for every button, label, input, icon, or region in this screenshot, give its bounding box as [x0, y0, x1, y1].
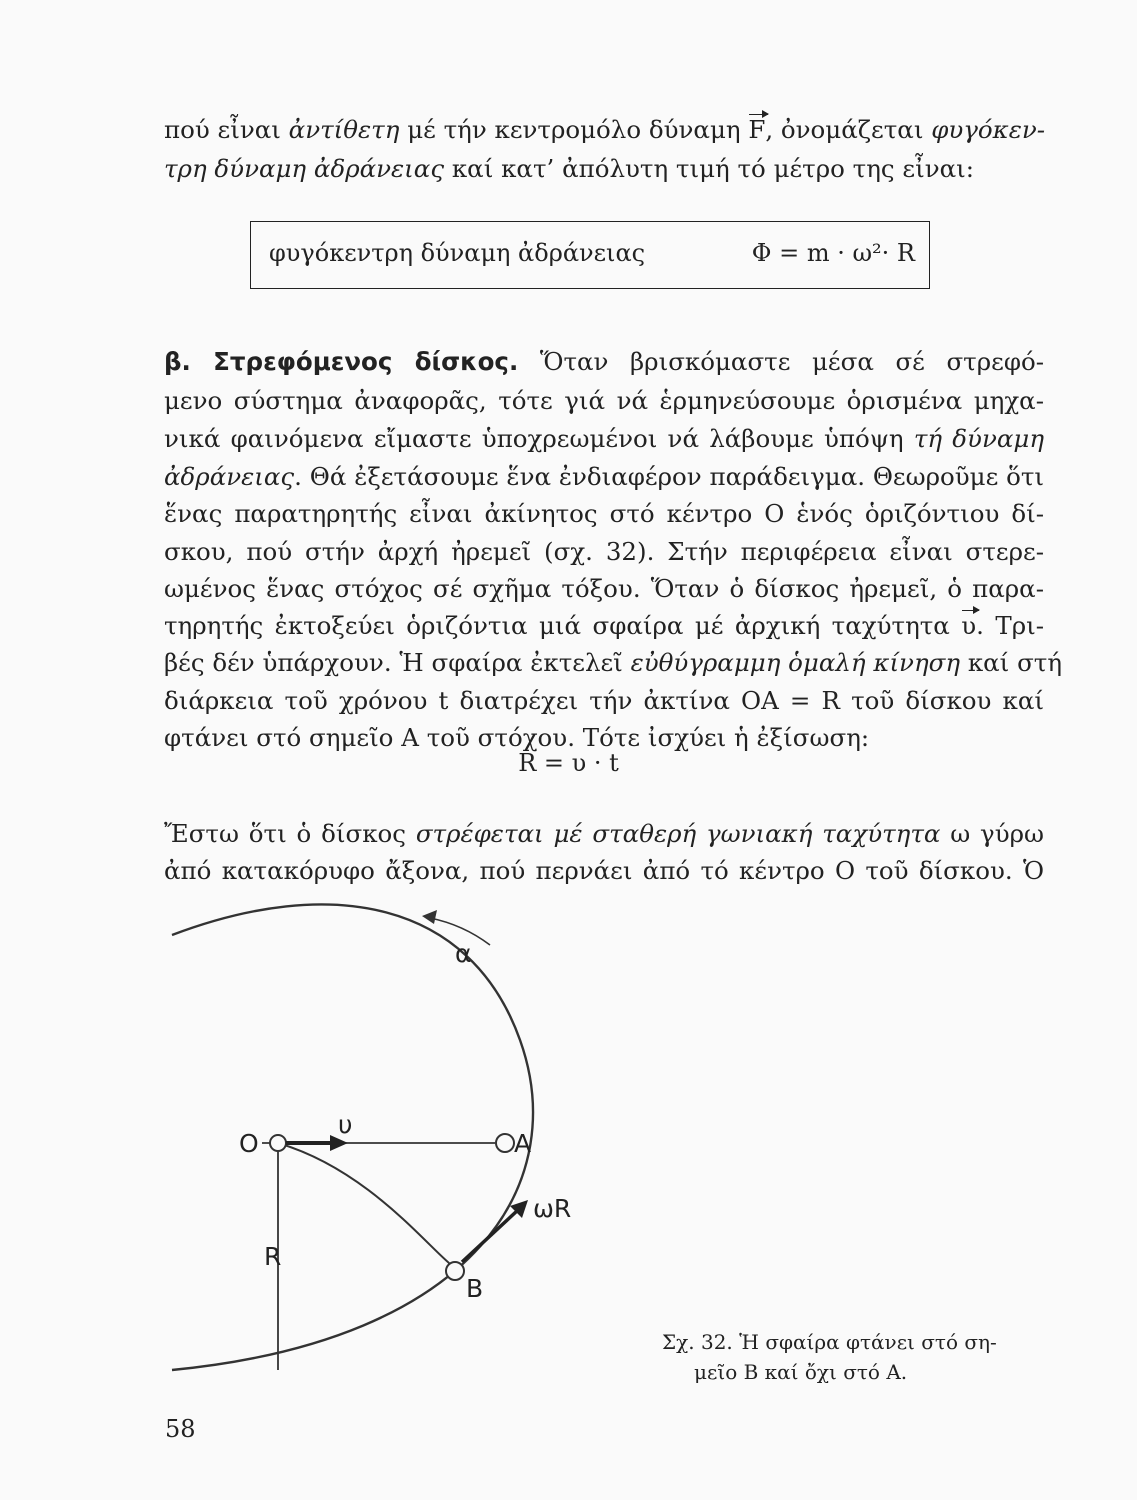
label-b: B: [466, 1274, 484, 1303]
text-line: βές δέν ὑπάρχουν. Ἡ σφαίρα ἐκτελεῖ εὐθύγραμμη ὁμαλή κίνηση καί στή: [164, 648, 1063, 677]
text-line: μενο σύστημα ἀναφορᾶς, τότε γιά νά ἑρμηνεύσουμε ὁρισμένα μηχα-: [164, 386, 1044, 415]
vector-u: υ: [961, 609, 976, 643]
rotation-arrow-head: [422, 910, 437, 924]
point-b-circle: [446, 1262, 464, 1280]
caption-line: μεῖο Β καί ὄχι στό Α.: [694, 1360, 908, 1384]
text-line: διάρκεια τοῦ χρόνου t διατρέχει τήν ἀκτίνα ΟΑ = R τοῦ δίσκου καί: [164, 686, 1044, 715]
equation-r-ut: R = υ · t: [518, 749, 619, 777]
label-a: A: [514, 1129, 532, 1158]
caption-line: Σχ. 32. Ἡ σφαίρα φτάνει στό ση-: [662, 1330, 997, 1354]
label-r: R: [264, 1242, 282, 1271]
figure-caption: [662, 1327, 1052, 1387]
formula-equation: Φ = m · ω²· R: [751, 239, 915, 267]
omega-r-arrow-shaft: [462, 1210, 518, 1262]
label-alpha: α: [455, 939, 472, 968]
page-number: 58: [165, 1415, 196, 1443]
label-omega-r: ωR: [533, 1194, 572, 1223]
text-line: τηρητής ἐκτοξεύει ὁριζόντια μιά σφαίρα μέ ἀρχική ταχύτητα υ. Τρι-: [164, 609, 1044, 643]
text-line: ἀδράνειας. Θά ἐξετάσουμε ἕνα ἐνδιαφέρον παράδειγμα. Θεωροῦμε ὅτι: [164, 462, 1044, 491]
text-line: ἀπό κατακόρυφο ἄξονα, πού περνάει ἀπό τό κέντρο Ο τοῦ δίσκου. Ὁ: [164, 856, 1044, 885]
text-line: ἕνας παρατηρητής εἶναι ἀκίνητος στό κέντρο Ο ἑνός ὁριζόντιου δί-: [164, 499, 1044, 528]
text-line: φτάνει στό σημεῖο Α τοῦ στόχου. Τότε ἰσχύει ἡ ἐξίσωση:: [164, 723, 870, 752]
text-line: σκου, πού στήν ἀρχή ἠρεμεῖ (σχ. 32). Στήν περιφέρεια εἶναι στερε-: [164, 537, 1044, 566]
text-line: τρη δύναμη ἀδράνειας καί κατ’ ἀπόλυτη τιμή τό μέτρο της εἶναι:: [164, 154, 975, 183]
text-line: Ἔστω ὅτι ὁ δίσκος στρέφεται μέ σταθερή γωνιακή ταχύτητα ω γύρω: [164, 819, 1044, 848]
label-upsilon: υ: [338, 1110, 353, 1139]
text-line: ωμένος ἕνας στόχος σέ σχῆμα τόξου. Ὅταν ὁ δίσκος ἠρεμεῖ, ὁ παρα-: [164, 574, 1044, 603]
section-heading: β. Στρεφόμενος δίσκος.: [164, 347, 519, 376]
formula-label: φυγόκεντρη δύναμη ἀδράνειας: [269, 239, 646, 267]
point-o-circle: [270, 1135, 286, 1151]
text-line: β. Στρεφόμενος δίσκος. Ὅταν βρισκόμαστε μέσα σέ στρεφό-: [164, 347, 1044, 376]
ball-trajectory-curve: [278, 1143, 455, 1268]
label-o: O: [239, 1129, 259, 1158]
text-line: νικά φαινόμενα εἴμαστε ὑποχρεωμένοι νά λάβουμε ὑπόψη τή δύναμη: [164, 424, 1044, 453]
text-line: πού εἶναι ἀντίθετη μέ τήν κεντρομόλο δύναμη F, ὀνομάζεται φυγόκεν-: [164, 113, 1044, 147]
point-a-circle: [496, 1134, 514, 1152]
vector-f: F: [748, 113, 765, 147]
